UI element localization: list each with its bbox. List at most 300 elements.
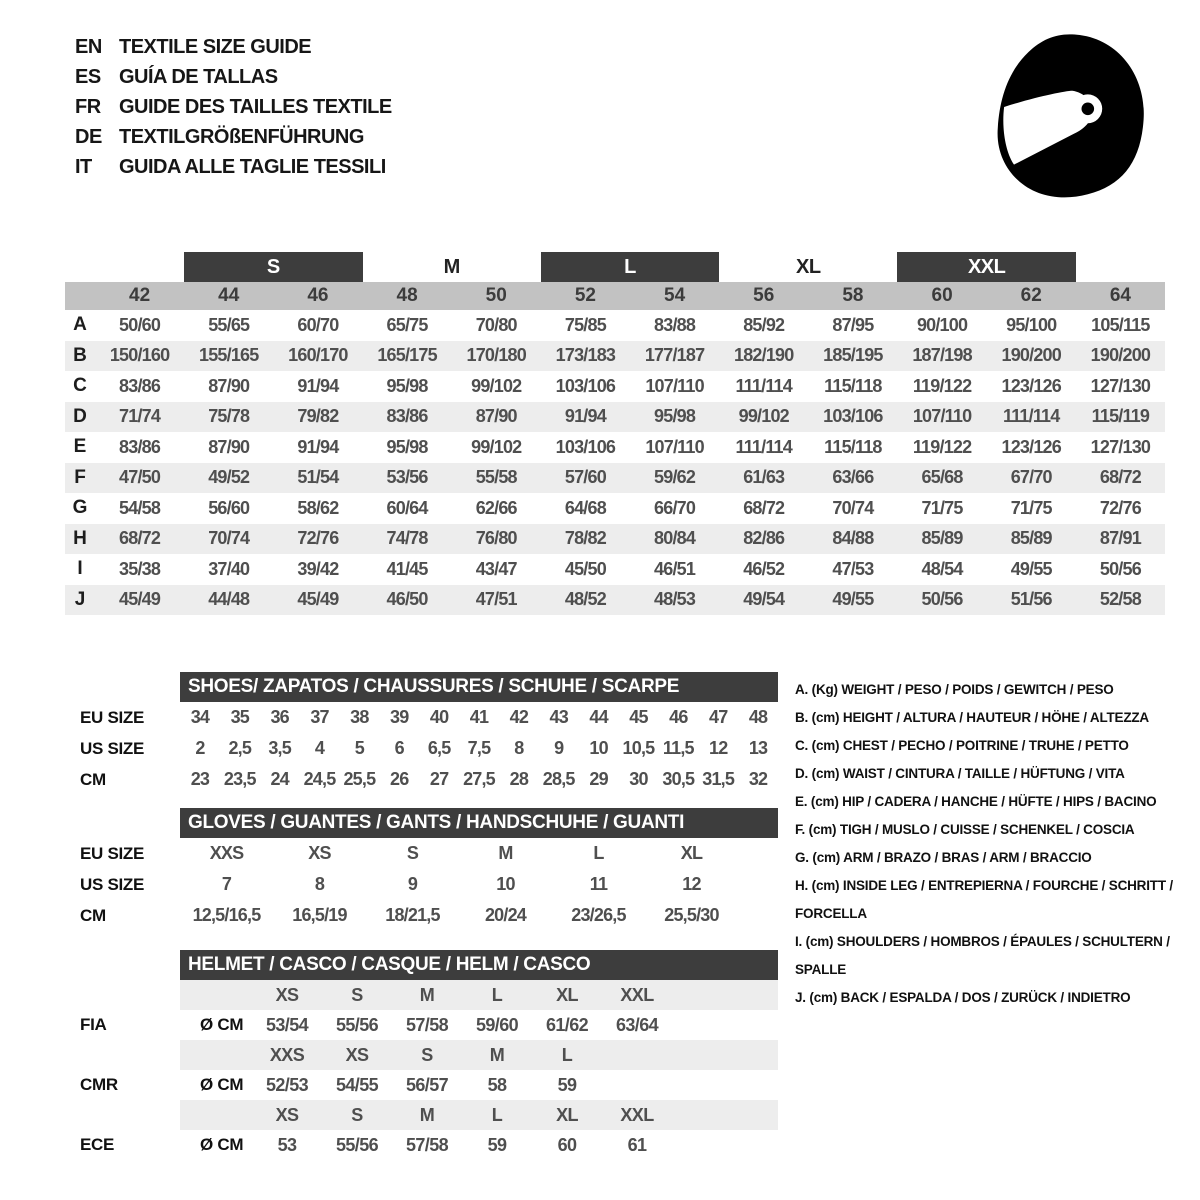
legend-item: G. (cm) ARM / BRAZO / BRAS / ARM / BRACCIO (795, 850, 1092, 865)
measurement-value-cell: 83/88 (654, 314, 696, 335)
helmet-size-value: 55/56 (335, 1134, 379, 1155)
helmet-size-label: XXL (620, 984, 654, 1005)
helmet-sizes-row (60, 980, 778, 1010)
measurement-value-cell: 91/94 (297, 375, 339, 396)
language-title: TEXTILE SIZE GUIDE (119, 35, 312, 58)
legend-item: F. (cm) TIGH / MUSLO / CUISSE / SCHENKEL / COSCIA (795, 822, 1135, 837)
measurement-value-cell: 51/54 (297, 467, 339, 488)
measurement-value-cell: 53/56 (386, 467, 428, 488)
measurement-row (65, 341, 1165, 372)
helmet-table-title-bar: HELMET / CASCO / CASQUE / HELM / CASCO (180, 950, 778, 980)
garment-size-table (65, 252, 1165, 615)
measurement-value-cell: 67/70 (1010, 467, 1052, 488)
shoes-size-cell: 12 (708, 738, 728, 758)
gloves-table-title-bar: GLOVES / GUANTES / GANTS / HANDSCHUHE / GUANTI (180, 808, 778, 838)
shoes-table-title-bar: SHOES/ ZAPATOS / CHAUSSURES / SCHUHE / SCARPE (180, 672, 778, 702)
helmet-size-value: 59 (487, 1134, 507, 1155)
helmet-size-value: 61 (627, 1134, 647, 1155)
helmet-size-value: 61/62 (545, 1014, 589, 1035)
gloves-row-values (180, 869, 778, 900)
measurement-value-cell: 75/78 (208, 406, 250, 427)
numeric-size-header: 56 (753, 285, 775, 306)
shoes-size-cell: 45 (629, 707, 648, 727)
measurement-value-cell: 87/90 (208, 375, 250, 396)
measurement-value-cell: 119/122 (912, 375, 972, 396)
gloves-size-cell: 18/21,5 (385, 905, 440, 925)
legend-item: A. (Kg) WEIGHT / PESO / POIDS / GEWITCH / PESO (795, 682, 1114, 697)
measurement-value-cell: 68/72 (1099, 467, 1141, 488)
shoes-size-cell: 23,5 (223, 769, 256, 789)
measurement-value-cell: 90/100 (916, 314, 968, 335)
measurement-value-cell: 51/56 (1010, 589, 1052, 610)
helmet-sizes-row (60, 1100, 778, 1130)
size-group-label: L (541, 252, 719, 282)
measurement-value-cell: 52/58 (1099, 589, 1141, 610)
gloves-row-values (180, 838, 778, 869)
shoes-size-cell: 30,5 (662, 769, 695, 789)
shoes-table-row (60, 702, 778, 733)
measurement-value-cell: 70/74 (208, 528, 250, 549)
shoes-size-cell: 28 (509, 769, 529, 789)
measurement-value-cell: 62/66 (475, 497, 517, 518)
helmet-unit-blank (180, 1100, 252, 1130)
shoes-size-cell: 44 (589, 707, 608, 727)
measurement-value-cell: 65/68 (921, 467, 963, 488)
measurement-value-cell: 123/126 (1001, 375, 1061, 396)
shoes-size-cell: 46 (669, 707, 688, 727)
measurement-value-cell: 49/55 (832, 589, 874, 610)
measurement-row-label: A (73, 314, 87, 336)
measurement-value-cell: 165/175 (377, 345, 437, 366)
helmet-unit-blank (180, 1040, 252, 1070)
shoes-row-values (180, 702, 778, 733)
measurement-value-cell: 68/72 (743, 497, 785, 518)
shoes-size-cell: 2 (195, 738, 205, 758)
measurement-value-cell: 72/76 (1099, 497, 1141, 518)
gloves-size-cell: 12,5/16,5 (192, 905, 261, 925)
helmet-size-label: XL (556, 1104, 578, 1125)
helmet-values-row (60, 1070, 778, 1100)
measurement-value-cell: 57/60 (564, 467, 606, 488)
numeric-size-header: 62 (1020, 285, 1042, 306)
measurement-value-cell: 45/50 (564, 558, 606, 579)
shoes-row-label: CM (80, 769, 106, 789)
shoes-size-cell: 47 (708, 707, 728, 727)
helmet-size-value (602, 1070, 672, 1100)
helmet-standard-label: ECE (80, 1135, 115, 1154)
helmet-size-label: XS (275, 1104, 299, 1125)
shoes-table-row (60, 733, 778, 764)
measurement-row-label: E (73, 436, 87, 458)
language-title: TEXTILGRÖßENFÜHRUNG (119, 125, 364, 148)
gloves-size-cell: 16,5/19 (292, 905, 347, 925)
helmet-size-label: L (561, 1044, 573, 1065)
helmet-size-value: 52/53 (265, 1074, 309, 1095)
helmet-size-label: XXS (269, 1044, 305, 1065)
helmet-values-band (180, 1130, 778, 1160)
measurement-value-cell: 60/70 (297, 314, 339, 335)
measurement-value-cell: 82/86 (743, 528, 785, 549)
helmet-standard-section (60, 1040, 778, 1100)
shoes-size-cell: 27,5 (463, 769, 495, 789)
measurement-value-cell: 91/94 (564, 406, 606, 427)
measurement-value-cell: 45/49 (297, 589, 339, 610)
helmet-size-value: 58 (487, 1074, 507, 1095)
measurement-value-cell: 83/86 (119, 375, 161, 396)
gloves-size-cell: 23/26,5 (571, 905, 626, 925)
gloves-size-cell: S (406, 843, 419, 863)
gloves-size-cell: M (498, 843, 513, 863)
helmet-size-label: S (421, 1044, 433, 1065)
shoes-size-cell: 34 (190, 707, 210, 727)
shoes-size-cell: 30 (629, 769, 648, 789)
measurement-value-cell: 107/110 (912, 406, 972, 427)
measurement-value-cell: 160/170 (288, 345, 348, 366)
shoes-size-cell: 40 (429, 707, 449, 727)
gloves-row-values (180, 900, 778, 931)
shoes-size-cell: 11,5 (662, 738, 694, 758)
measurement-value-cell: 55/65 (208, 314, 250, 335)
measurement-value-cell: 50/60 (119, 314, 161, 335)
gloves-row-label: CM (80, 905, 106, 925)
numeric-size-header: 58 (842, 285, 864, 306)
measurement-value-cell: 47/53 (832, 558, 874, 579)
measurement-value-cell: 155/165 (199, 345, 259, 366)
gloves-size-cell: XL (680, 843, 703, 863)
shoes-size-cell: 37 (310, 707, 329, 727)
measurement-value-cell: 119/122 (912, 436, 972, 457)
measurement-value-cell: 84/88 (832, 528, 874, 549)
measurement-value-cell: 47/51 (475, 589, 517, 610)
helmet-size-label: XL (556, 984, 578, 1005)
measurement-value-cell: 190/200 (1001, 345, 1061, 366)
gloves-table-row (60, 869, 778, 900)
measurement-value-cell: 71/75 (1010, 497, 1052, 518)
measurement-value-cell: 43/47 (475, 558, 517, 579)
measurement-value-cell: 170/180 (466, 345, 526, 366)
gloves-table-rows (60, 838, 778, 931)
numeric-size-header: 44 (218, 285, 240, 306)
measurement-value-cell: 48/53 (654, 589, 696, 610)
shoes-size-cell: 38 (350, 707, 369, 727)
helmet-sizes-band (180, 1100, 778, 1130)
helmet-size-value: 57/58 (405, 1014, 449, 1035)
measurement-row (65, 371, 1165, 402)
shoes-size-cell: 13 (748, 738, 768, 758)
numeric-size-header: 50 (485, 285, 507, 306)
measurement-value-cell: 60/64 (386, 497, 428, 518)
measurement-row (65, 493, 1165, 524)
helmet-size-value: 60 (557, 1134, 577, 1155)
measurement-value-cell: 45/49 (119, 589, 161, 610)
measurement-value-cell: 111/114 (735, 436, 792, 457)
shoes-row-label: EU SIZE (80, 707, 145, 727)
measurement-value-cell: 44/48 (208, 589, 250, 610)
language-code: ES (75, 65, 101, 88)
gloves-size-cell: 8 (314, 874, 325, 894)
measurement-row (65, 585, 1165, 616)
helmet-size-label: XS (275, 984, 299, 1005)
helmet-values-band (180, 1010, 778, 1040)
language-code: IT (75, 155, 92, 178)
shoes-size-cell: 35 (230, 707, 249, 727)
legend-item: B. (cm) HEIGHT / ALTURA / HAUTEUR / HÖHE / ALTEZZA (795, 710, 1149, 725)
numeric-size-header: 60 (931, 285, 953, 306)
measurement-value-cell: 46/50 (386, 589, 428, 610)
shoes-size-cell: 36 (270, 707, 289, 727)
measurement-value-cell: 99/102 (471, 436, 522, 457)
helmet-size-value: 53/54 (265, 1014, 309, 1035)
measurement-value-cell: 87/90 (475, 406, 517, 427)
measurement-value-cell: 91/94 (297, 436, 339, 457)
language-row (75, 92, 392, 122)
shoes-size-cell: 23 (190, 769, 210, 789)
legend-item: E. (cm) HIP / CADERA / HANCHE / HÜFTE / HIPS / BACINO (795, 794, 1157, 809)
shoes-table-rows (60, 702, 778, 795)
measurement-value-cell: 39/42 (297, 558, 339, 579)
shoes-size-cell: 27 (429, 769, 449, 789)
measurement-row (65, 402, 1165, 433)
measurement-row (65, 524, 1165, 555)
helmet-size-value: 59 (557, 1074, 577, 1095)
racing-helmet-icon (978, 26, 1158, 206)
helmet-size-value: 53 (277, 1134, 297, 1155)
shoes-size-cell: 24 (270, 769, 289, 789)
numeric-size-header: 46 (307, 285, 329, 306)
helmet-size-label: M (419, 1104, 435, 1125)
shoes-size-cell: 41 (469, 707, 489, 727)
measurement-value-cell: 54/58 (119, 497, 161, 518)
measurement-value-cell: 123/126 (1001, 436, 1061, 457)
language-code: EN (75, 35, 102, 58)
measurement-value-cell: 150/160 (109, 345, 170, 366)
helmet-size-label: S (351, 1104, 363, 1125)
measurement-row-label: G (72, 497, 88, 519)
helmet-sizes-band (180, 980, 778, 1010)
measurement-value-cell: 49/54 (743, 589, 785, 610)
gloves-row-label: US SIZE (80, 874, 145, 894)
helmet-unit-blank (180, 980, 252, 1010)
shoes-size-cell: 26 (390, 769, 409, 789)
measurement-value-cell: 85/92 (743, 314, 785, 335)
measurement-value-cell: 70/80 (475, 314, 517, 335)
measurement-value-cell: 46/51 (654, 558, 696, 579)
language-row (75, 152, 392, 182)
helmet-size-label (602, 1040, 672, 1070)
measurement-value-cell: 103/106 (555, 436, 616, 457)
measurement-value-cell: 173/183 (555, 345, 616, 366)
measurement-value-cell: 79/82 (297, 406, 339, 427)
measurement-value-cell: 127/130 (1090, 375, 1151, 396)
gloves-size-cell: L (593, 843, 604, 863)
measurement-value-cell: 115/118 (824, 436, 882, 457)
helmet-table-sections (60, 980, 778, 1160)
measurement-row (65, 432, 1165, 463)
gloves-row-label: EU SIZE (80, 843, 145, 863)
measurement-value-cell: 74/78 (386, 528, 428, 549)
gloves-size-cell: XS (308, 843, 331, 863)
size-group-row (65, 252, 1165, 282)
gloves-size-cell: 12 (682, 874, 701, 894)
language-row (75, 122, 392, 152)
gloves-size-cell: 25,5/30 (664, 905, 719, 925)
measurement-value-cell: 50/56 (1099, 558, 1141, 579)
shoes-size-cell: 28,5 (542, 769, 575, 789)
measurement-value-cell: 72/76 (297, 528, 339, 549)
measurement-value-cell: 64/68 (564, 497, 606, 518)
gloves-size-cell: 10 (496, 874, 515, 894)
shoes-size-cell: 9 (554, 738, 564, 758)
helmet-sizes-row-spacer (60, 1040, 180, 1070)
gloves-size-cell: 20/24 (484, 905, 527, 925)
helmet-standard-section (60, 1100, 778, 1160)
shoes-size-cell: 24,5 (303, 769, 336, 789)
measurement-value-cell: 71/75 (921, 497, 963, 518)
measurement-value-cell: 46/52 (743, 558, 785, 579)
helmet-size-value: 56/57 (405, 1074, 449, 1095)
measurement-value-cell: 80/84 (654, 528, 696, 549)
helmet-size-label: L (491, 984, 503, 1005)
measurement-value-cell: 99/102 (471, 375, 522, 396)
measurement-value-cell: 111/114 (1002, 406, 1060, 427)
measurement-value-cell: 87/90 (208, 436, 250, 457)
measurement-row-label: I (77, 558, 83, 580)
shoes-size-cell: 2,5 (228, 738, 252, 758)
language-title: GUÍA DE TALLAS (119, 65, 278, 88)
language-row (75, 32, 392, 62)
helmet-size-label: S (351, 984, 363, 1005)
measurement-value-cell: 59/62 (654, 467, 696, 488)
measurement-value-cell: 85/89 (921, 528, 963, 549)
helmet-size-label: M (419, 984, 435, 1005)
legend-item: H. (cm) INSIDE LEG / ENTREPIERNA / FOURCHE / SCHRITT / FORCELLA (795, 878, 1173, 921)
gloves-size-cell: 7 (221, 874, 232, 894)
measurement-value-cell: 111/114 (735, 375, 792, 396)
measurement-value-cell: 48/52 (564, 589, 606, 610)
measurement-row-label: D (73, 405, 87, 427)
measurement-value-cell: 187/198 (912, 345, 972, 366)
language-code: FR (75, 95, 101, 118)
measurement-value-cell: 76/80 (475, 528, 517, 549)
helmet-values-band (180, 1070, 778, 1100)
shoes-size-cell: 31,5 (702, 769, 735, 789)
helmet-standard-label: CMR (80, 1075, 118, 1094)
shoes-size-cell: 32 (748, 769, 768, 789)
legend-item: C. (cm) CHEST / PECHO / POITRINE / TRUHE / PETTO (795, 738, 1129, 753)
helmet-size-value: 63/64 (615, 1014, 659, 1035)
helmet-size-value: 59/60 (475, 1014, 519, 1035)
helmet-sizes-row-spacer (60, 980, 180, 1010)
numeric-size-header: 54 (664, 285, 686, 306)
measurement-value-cell: 70/74 (832, 497, 874, 518)
measurement-value-cell: 68/72 (119, 528, 161, 549)
measurement-value-cell: 115/119 (1091, 406, 1150, 427)
gloves-size-cell: XXS (209, 843, 244, 863)
language-code: DE (75, 125, 102, 148)
helmet-size-table (60, 950, 778, 1160)
measurement-value-cell: 177/187 (644, 345, 705, 366)
measurement-value-cell: 61/63 (743, 467, 785, 488)
helmet-size-label: XXL (620, 1104, 654, 1125)
measurement-value-cell: 85/89 (1010, 528, 1052, 549)
measurement-value-cell: 50/56 (921, 589, 963, 610)
shoes-size-table (60, 672, 778, 795)
measurement-value-cell: 66/70 (654, 497, 696, 518)
measurement-value-cell: 35/38 (119, 558, 161, 579)
measurement-value-cell: 78/82 (564, 528, 606, 549)
shoes-size-cell: 42 (509, 707, 529, 727)
measurement-value-cell: 47/50 (119, 467, 161, 488)
shoes-size-cell: 10,5 (622, 738, 655, 758)
helmet-size-value: 57/58 (405, 1134, 449, 1155)
shoes-row-values (180, 764, 778, 795)
measurement-rows (65, 310, 1165, 615)
measurement-row-label: J (74, 588, 86, 610)
helmet-size-label: L (491, 1104, 503, 1125)
language-title: GUIDE DES TAILLES TEXTILE (119, 95, 392, 118)
measurement-value-cell: 65/75 (386, 314, 428, 335)
measurement-value-cell: 87/95 (832, 314, 874, 335)
gloves-table-row (60, 900, 778, 931)
shoes-size-cell: 48 (748, 707, 768, 727)
language-list (75, 32, 392, 182)
shoes-size-cell: 3,5 (268, 738, 291, 758)
measurement-value-cell: 83/86 (386, 406, 428, 427)
measurement-value-cell: 95/98 (386, 375, 428, 396)
numeric-size-header: 42 (129, 285, 151, 306)
numeric-size-header-row (65, 282, 1165, 310)
helmet-size-label: M (489, 1044, 505, 1065)
measurement-value-cell: 49/55 (1010, 558, 1052, 579)
shoes-size-cell: 43 (549, 707, 568, 727)
measurement-value-cell: 95/100 (1006, 314, 1057, 335)
size-group-label: S (184, 252, 362, 282)
measurement-row-label: B (73, 344, 87, 366)
gloves-size-cell: 11 (589, 874, 608, 894)
helmet-size-value: 55/56 (335, 1014, 379, 1035)
measurement-value-cell: 75/85 (564, 314, 606, 335)
measurement-row-label: H (73, 527, 87, 549)
shoes-size-cell: 39 (390, 707, 409, 727)
helmet-unit-label: Ø CM (200, 1135, 244, 1154)
helmet-unit-label: Ø CM (200, 1015, 244, 1034)
measurement-value-cell: 127/130 (1090, 436, 1151, 457)
measurement-value-cell: 87/91 (1099, 528, 1141, 549)
measurement-row (65, 554, 1165, 585)
shoes-size-cell: 4 (314, 738, 325, 758)
measurement-value-cell: 48/54 (921, 558, 963, 579)
shoes-row-label: US SIZE (80, 738, 145, 758)
measurement-value-cell: 58/62 (297, 497, 339, 518)
helmet-values-row (60, 1010, 778, 1040)
measurement-value-cell: 49/52 (208, 467, 250, 488)
measurement-row-label: C (73, 375, 87, 397)
measurement-row (65, 310, 1165, 341)
numeric-size-header: 52 (574, 285, 596, 306)
measurement-value-cell: 103/106 (823, 406, 883, 427)
measurement-value-cell: 182/190 (734, 345, 794, 366)
shoes-size-cell: 5 (354, 738, 364, 758)
gloves-size-cell: 9 (407, 874, 418, 894)
helmet-sizes-row (60, 1040, 778, 1070)
language-title: GUIDA ALLE TAGLIE TESSILI (119, 155, 386, 178)
helmet-values-row (60, 1130, 778, 1160)
measurement-value-cell: 107/110 (645, 436, 704, 457)
measurement-row (65, 463, 1165, 494)
measurement-value-cell: 71/74 (119, 406, 161, 427)
shoes-table-row (60, 764, 778, 795)
measurement-value-cell: 99/102 (738, 406, 789, 427)
